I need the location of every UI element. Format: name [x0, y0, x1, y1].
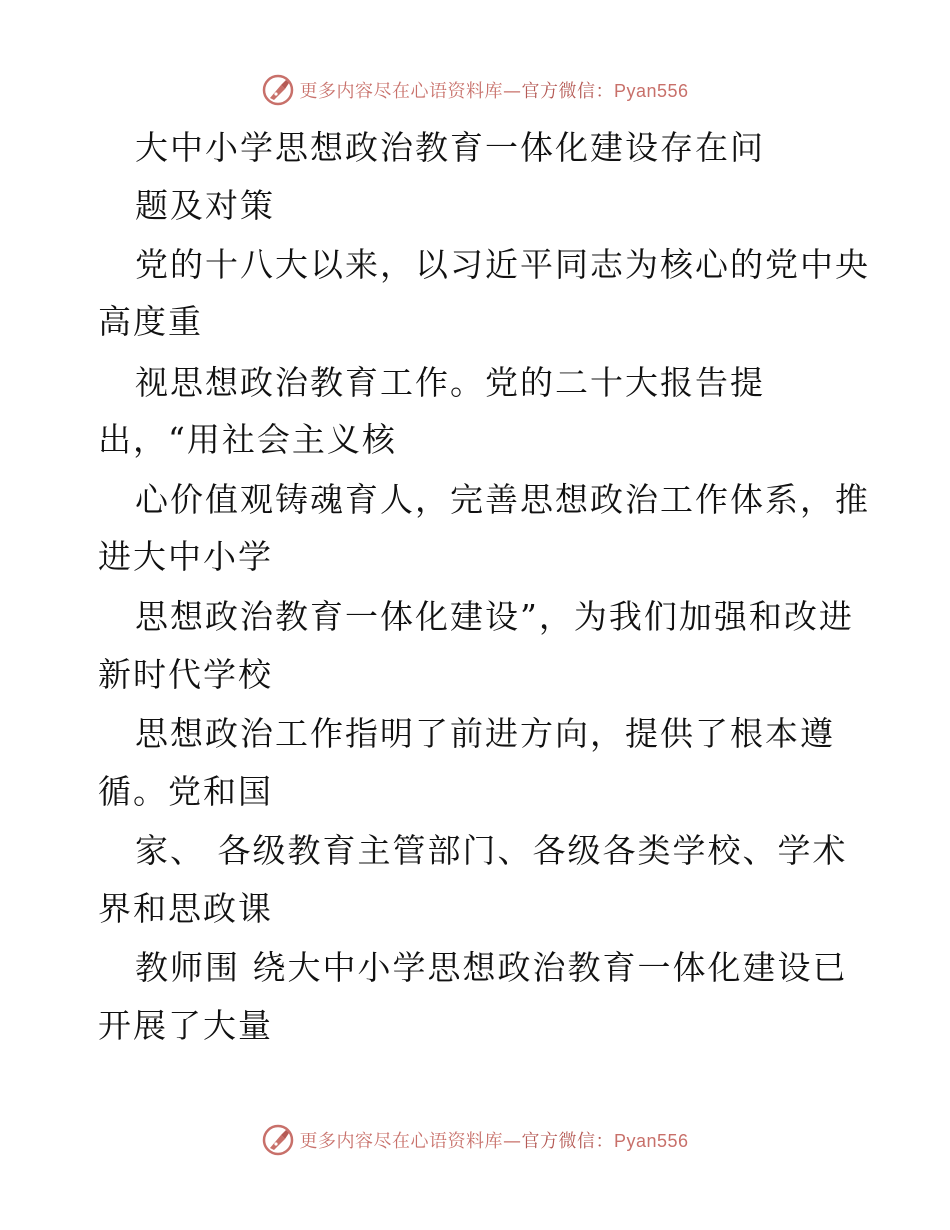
doc-line: 出，“用社会主义核: [98, 420, 397, 459]
doc-line: 进大中小学: [98, 537, 273, 576]
doc-line-title-1: 大中小学思想政治教育一体化建设存在问: [135, 128, 765, 167]
doc-line: 思想政治教育一体化建设”，为我们加强和改进: [135, 597, 854, 636]
pen-nib-logo-icon: [261, 73, 295, 107]
pen-nib-logo-icon: [261, 1123, 295, 1157]
doc-line: 新时代学校: [98, 655, 273, 694]
doc-line: 高度重: [98, 302, 203, 341]
doc-line: 思想政治工作指明了前进方向，提供了根本遵: [135, 714, 835, 753]
doc-line: 教师围 绕大中小学思想政治教育一体化建设已: [135, 948, 848, 987]
doc-line: 党的十八大以来，以习近平同志为核心的党中央: [135, 245, 870, 284]
watermark-text: 更多内容尽在心语资料库—官方微信：Pyan556: [299, 1131, 689, 1152]
footer-watermark: [0, 1120, 950, 1160]
watermark-text: 更多内容尽在心语资料库—官方微信：Pyan556: [299, 81, 689, 102]
header-watermark: [0, 70, 950, 110]
doc-line: 心价值观铸魂育人，完善思想政治工作体系，推: [135, 480, 870, 519]
doc-line-title-2: 题及对策: [135, 186, 275, 225]
doc-line: 开展了大量: [98, 1006, 273, 1045]
doc-line: 视思想政治教育工作。党的二十大报告提: [135, 363, 765, 402]
doc-line: 循。党和国: [98, 772, 273, 811]
doc-line: 界和思政课: [98, 889, 273, 928]
doc-line: 家、 各级教育主管部门、各级各类学校、学术: [135, 831, 848, 870]
